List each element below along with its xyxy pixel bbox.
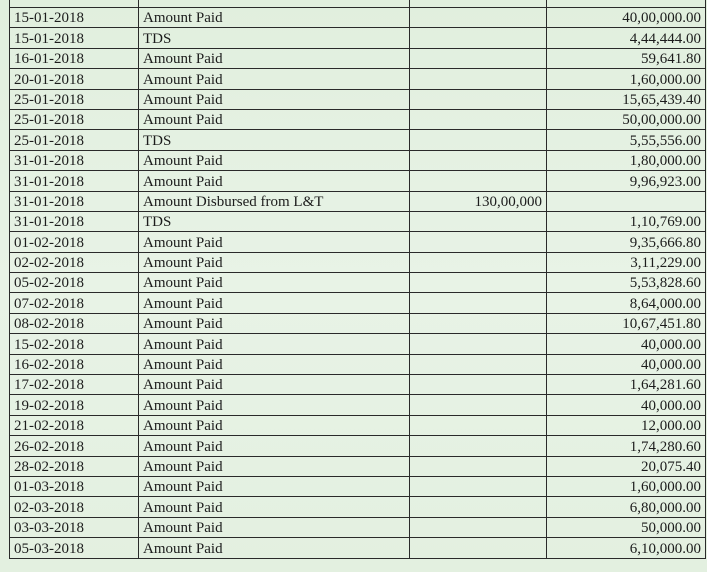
row-debit-amount: 59,641.80 (547, 48, 706, 68)
table-row (10, 354, 706, 374)
row-credit-amount (410, 130, 547, 150)
row-date: 25-01-2018 (10, 130, 139, 150)
table-row (10, 171, 706, 191)
table-row (10, 8, 706, 28)
row-date: 07-02-2018 (10, 293, 139, 313)
row-description: Amount Paid (139, 8, 410, 28)
table-row (10, 273, 706, 293)
row-date: 01-02-2018 (10, 232, 139, 252)
row-description: Amount Paid (139, 293, 410, 313)
row-date: 08-02-2018 (10, 313, 139, 333)
row-debit-amount: 10,67,451.80 (547, 313, 706, 333)
row-debit-amount: 1,10,769.00 (547, 211, 706, 231)
row-description: Amount Paid (139, 334, 410, 354)
row-date: 28-02-2018 (10, 456, 139, 476)
row-credit-amount (410, 232, 547, 252)
row-credit-amount (410, 28, 547, 48)
row-credit-amount (410, 273, 547, 293)
row-debit-amount: 1,74,280.60 (547, 436, 706, 456)
row-description: Amount Paid (139, 69, 410, 89)
row-debit-amount: 5,53,828.60 (547, 273, 706, 293)
row-description: TDS (139, 130, 410, 150)
row-credit-amount (410, 69, 547, 89)
row-credit-amount: 130,00,000 (410, 191, 547, 211)
row-date: 02-03-2018 (10, 497, 139, 517)
row-credit-amount (410, 456, 547, 476)
ledger-body (10, 0, 706, 558)
row-credit-amount (410, 538, 547, 558)
row-date: 01-03-2018 (10, 476, 139, 496)
row-debit-amount: 6,10,000.00 (547, 538, 706, 558)
row-credit-amount (410, 89, 547, 109)
row-credit-amount (410, 252, 547, 272)
row-description: Amount Paid (139, 354, 410, 374)
table-row (10, 28, 706, 48)
row-debit-amount: 1,64,281.60 (547, 375, 706, 395)
row-date (10, 0, 139, 8)
row-date: 25-01-2018 (10, 89, 139, 109)
row-description: Amount Paid (139, 48, 410, 68)
row-date: 20-01-2018 (10, 69, 139, 89)
row-debit-amount: 15,65,439.40 (547, 89, 706, 109)
row-description: Amount Paid (139, 232, 410, 252)
row-debit-amount: 9,35,666.80 (547, 232, 706, 252)
row-debit-amount: 4,44,444.00 (547, 28, 706, 48)
row-description: Amount Paid (139, 395, 410, 415)
row-date: 31-01-2018 (10, 211, 139, 231)
table-row (10, 476, 706, 496)
table-row (10, 89, 706, 109)
row-description (139, 0, 410, 8)
row-credit-amount (410, 313, 547, 333)
row-credit-amount (410, 171, 547, 191)
row-date: 05-03-2018 (10, 538, 139, 558)
row-description: Amount Paid (139, 89, 410, 109)
table-row (10, 313, 706, 333)
row-debit-amount: 40,000.00 (547, 334, 706, 354)
row-date: 31-01-2018 (10, 150, 139, 170)
row-date: 21-02-2018 (10, 415, 139, 435)
row-debit-amount: 12,000.00 (547, 415, 706, 435)
table-row (10, 232, 706, 252)
table-row (10, 252, 706, 272)
row-debit-amount: 50,000.00 (547, 517, 706, 537)
row-description: Amount Paid (139, 375, 410, 395)
row-debit-amount: 1,60,000.00 (547, 476, 706, 496)
row-debit-amount: 9,96,923.00 (547, 171, 706, 191)
row-debit-amount: 20,075.40 (547, 456, 706, 476)
table-row (10, 293, 706, 313)
row-description: Amount Paid (139, 456, 410, 476)
row-description: Amount Paid (139, 415, 410, 435)
row-credit-amount (410, 497, 547, 517)
table-row (10, 375, 706, 395)
row-date: 26-02-2018 (10, 436, 139, 456)
table-row (10, 456, 706, 476)
row-description: Amount Paid (139, 538, 410, 558)
row-description: Amount Paid (139, 171, 410, 191)
table-row (10, 150, 706, 170)
row-debit-amount (547, 191, 706, 211)
row-credit-amount (410, 293, 547, 313)
row-description: Amount Paid (139, 517, 410, 537)
table-row (10, 415, 706, 435)
row-date: 17-02-2018 (10, 375, 139, 395)
table-row (10, 130, 706, 150)
row-date: 19-02-2018 (10, 395, 139, 415)
table-row (10, 497, 706, 517)
row-debit-amount: 3,11,229.00 (547, 252, 706, 272)
table-row (10, 69, 706, 89)
row-description: Amount Paid (139, 150, 410, 170)
row-credit-amount (410, 476, 547, 496)
row-debit-amount: 6,80,000.00 (547, 497, 706, 517)
row-description: Amount Paid (139, 273, 410, 293)
table-row (10, 109, 706, 129)
row-credit-amount (410, 211, 547, 231)
row-credit-amount (410, 517, 547, 537)
table-row (10, 191, 706, 211)
row-debit-amount: 5,55,556.00 (547, 130, 706, 150)
row-debit-amount: 1,80,000.00 (547, 150, 706, 170)
row-credit-amount (410, 48, 547, 68)
row-description: Amount Disbursed from L&T (139, 191, 410, 211)
row-description: Amount Paid (139, 252, 410, 272)
row-credit-amount (410, 150, 547, 170)
table-row (10, 0, 706, 8)
row-description: Amount Paid (139, 476, 410, 496)
row-date: 25-01-2018 (10, 109, 139, 129)
row-credit-amount (410, 8, 547, 28)
row-date: 31-01-2018 (10, 171, 139, 191)
row-description: Amount Paid (139, 313, 410, 333)
row-date: 15-02-2018 (10, 334, 139, 354)
row-date: 03-03-2018 (10, 517, 139, 537)
row-credit-amount (410, 334, 547, 354)
row-date: 16-01-2018 (10, 48, 139, 68)
row-credit-amount (410, 109, 547, 129)
row-date: 16-02-2018 (10, 354, 139, 374)
row-debit-amount: 1,60,000.00 (547, 69, 706, 89)
table-row (10, 517, 706, 537)
row-debit-amount: 40,00,000.00 (547, 8, 706, 28)
row-debit-amount: 40,000.00 (547, 395, 706, 415)
row-description: Amount Paid (139, 109, 410, 129)
row-debit-amount: 50,00,000.00 (547, 109, 706, 129)
row-description: Amount Paid (139, 436, 410, 456)
row-credit-amount (410, 375, 547, 395)
row-debit-amount (547, 0, 706, 8)
row-date: 15-01-2018 (10, 28, 139, 48)
table-row (10, 395, 706, 415)
table-row (10, 211, 706, 231)
row-debit-amount: 40,000.00 (547, 354, 706, 374)
row-credit-amount (410, 354, 547, 374)
row-credit-amount (410, 395, 547, 415)
table-row (10, 48, 706, 68)
row-date: 05-02-2018 (10, 273, 139, 293)
row-date: 15-01-2018 (10, 8, 139, 28)
row-description: TDS (139, 28, 410, 48)
ledger-table (9, 0, 706, 559)
row-date: 02-02-2018 (10, 252, 139, 272)
row-description: TDS (139, 211, 410, 231)
row-credit-amount (410, 0, 547, 8)
table-row (10, 334, 706, 354)
row-credit-amount (410, 436, 547, 456)
row-date: 31-01-2018 (10, 191, 139, 211)
row-description: Amount Paid (139, 497, 410, 517)
row-debit-amount: 8,64,000.00 (547, 293, 706, 313)
table-row (10, 436, 706, 456)
table-row (10, 538, 706, 558)
row-credit-amount (410, 415, 547, 435)
